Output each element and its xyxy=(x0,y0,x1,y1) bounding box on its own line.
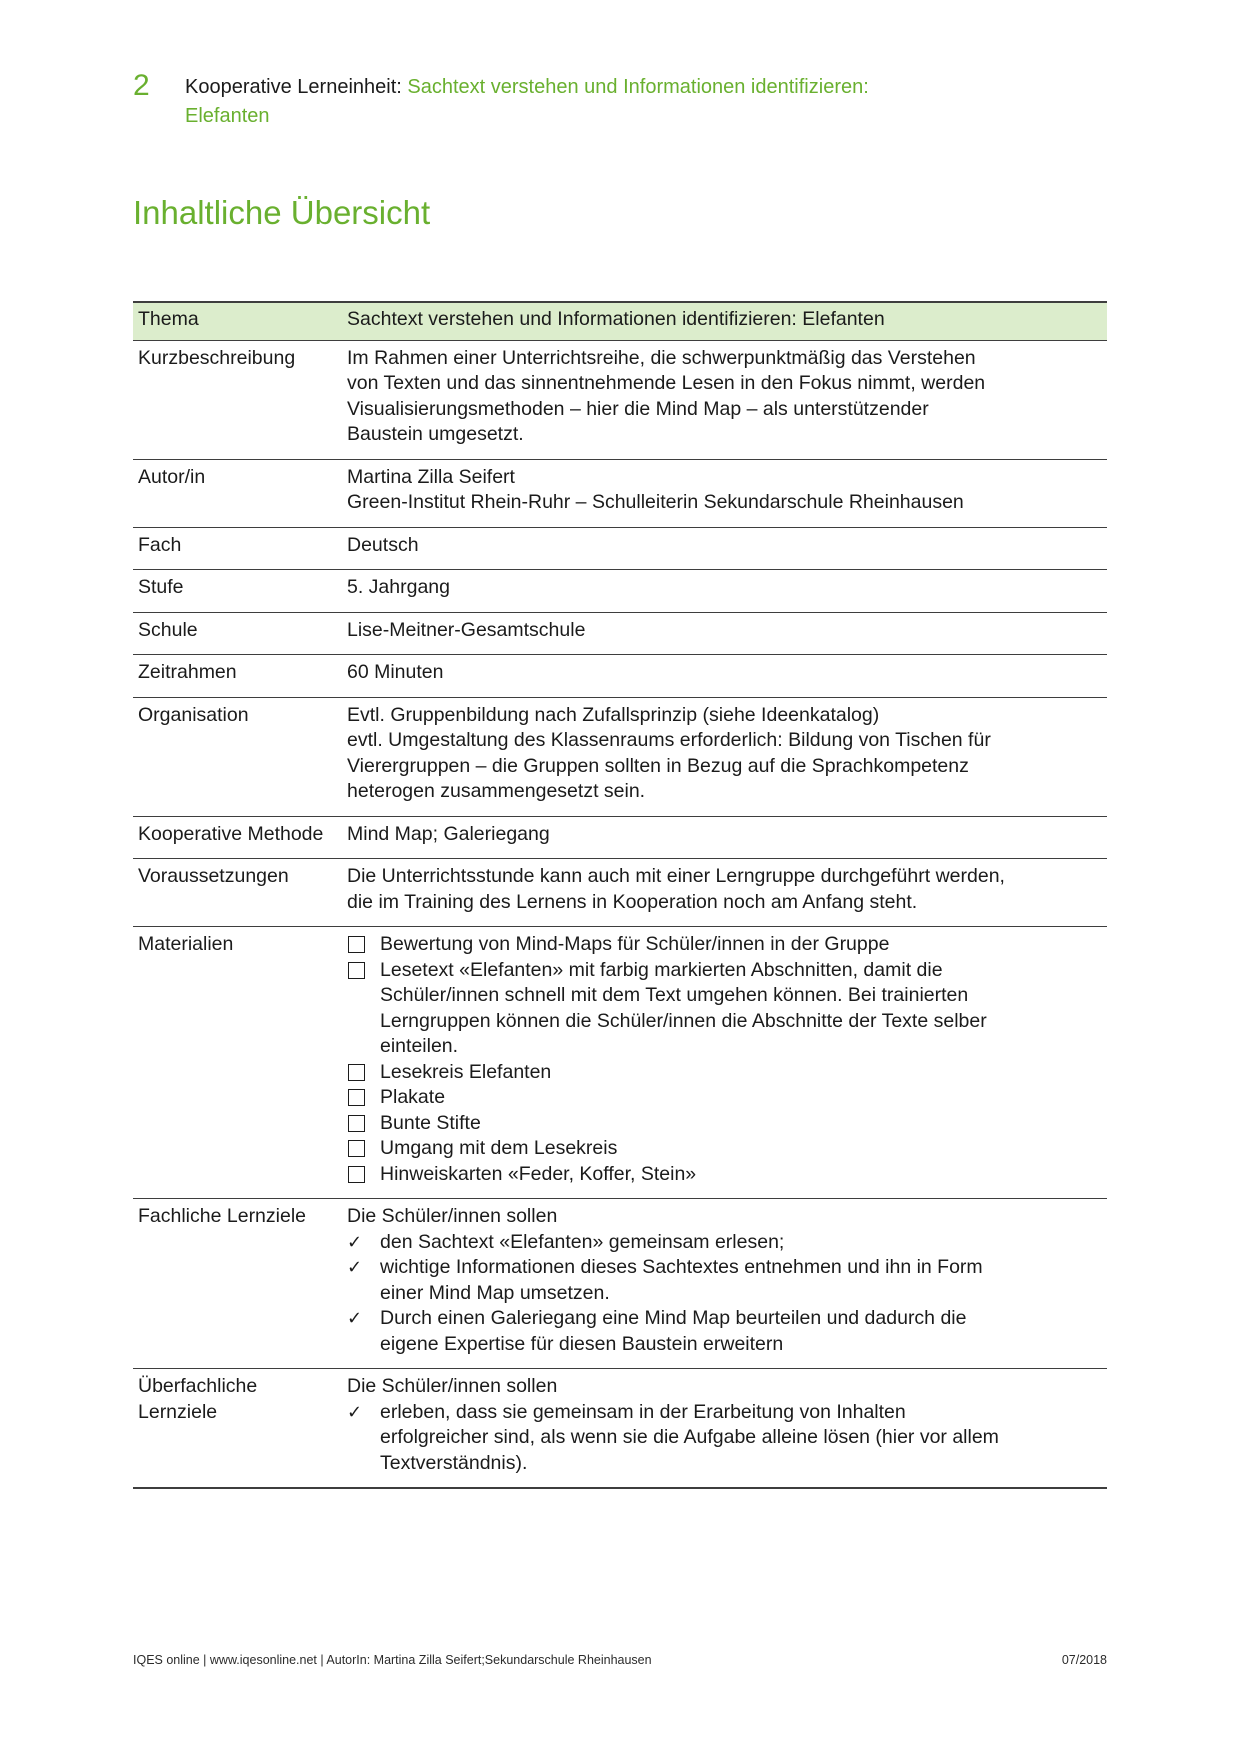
checkmark-icon: ✓ xyxy=(347,1231,363,1252)
page-header xyxy=(133,70,1107,131)
list-item xyxy=(347,1230,1007,1256)
footer-date: 07/2018 xyxy=(1061,1653,1107,1667)
page-content xyxy=(133,0,1107,1489)
materialien-item-text: Umgang mit dem Lesekreis xyxy=(380,1137,618,1159)
table-row-thema xyxy=(133,301,1107,340)
fachliche-item-text: Durch einen Galeriegang eine Mind Map beurteilen und dadurch die eigene Expertise für diesen Baustein erweitern xyxy=(380,1307,967,1355)
materialien-item-text: Bunte Stifte xyxy=(380,1111,481,1134)
ueberfachliche-item-text: erleben, dass sie gemeinsam in der Erarbeitung von Inhalten erfolgreicher sind, als wenn sie die Aufgabe alleine lösen (hier vor allem Textverständnis). xyxy=(380,1400,999,1474)
checkbox-icon xyxy=(348,1166,365,1183)
row-value-voraussetzungen xyxy=(347,864,1007,915)
row-value-materialien xyxy=(347,932,1007,1187)
table-row-fachliche-lernziele xyxy=(133,1198,1107,1368)
running-title xyxy=(185,73,869,131)
page-title: Inhaltliche Übersicht xyxy=(133,194,431,231)
row-value-fachliche-lernziele xyxy=(347,1204,1007,1357)
row-label-organisation: Organisation xyxy=(138,703,249,726)
table-row-autor xyxy=(133,459,1107,527)
organisation-line2: evtl. Umgestaltung des Klassenraums erforderlich: Bildung von Tischen für Vierergruppen – die Gruppen sollten in Bezug auf die Sprachkompetenz heterogen zusammengesetzt sein. xyxy=(347,729,991,802)
row-value-zeitrahmen: 60 Minuten xyxy=(347,661,444,683)
materialien-item-text: Lesekreis Elefanten xyxy=(380,1060,552,1083)
row-label-ueberfachliche-lernziele: Überfachliche Lernziele xyxy=(138,1375,258,1423)
table-row-zeitrahmen xyxy=(133,654,1107,697)
row-label-fach: Fach xyxy=(138,533,182,556)
footer-source-text: IQES online | www.iqesonline.net | AutorIn: Martina Zilla Seifert;Sekundarschule Rheinhausen xyxy=(133,1653,652,1667)
materialien-item-text: Lesetext «Elefanten» mit farbig markierten Abschnitten, damit die Schüler/innen schnell mit dem Text umgehen können. Bei trainierten Lerngruppen können die Schüler/innen die Abschnitte der Texte selber einteilen. xyxy=(380,958,987,1057)
checkbox-icon xyxy=(348,936,365,953)
row-label-materialien: Materialien xyxy=(138,933,234,955)
checkbox-icon xyxy=(348,1115,365,1132)
materialien-list xyxy=(347,932,1007,1187)
row-value-kurzbeschreibung xyxy=(347,346,1007,448)
list-item xyxy=(347,1306,1007,1357)
materialien-item-text: Bewertung von Mind-Maps für Schüler/innen in der Gruppe xyxy=(380,933,890,955)
ueberfachliche-intro: Die Schüler/innen sollen xyxy=(347,1375,558,1397)
row-label-fachliche-lernziele: Fachliche Lernziele xyxy=(138,1205,307,1227)
fachliche-item-text: wichtige Informationen dieses Sachtextes entnehmen und ihn in Form einer Mind Map umsetzen. xyxy=(380,1256,983,1304)
table-row-kurzbeschreibung xyxy=(133,340,1107,459)
list-item xyxy=(347,1060,1007,1086)
materialien-item-text: Hinweiskarten «Feder, Koffer, Stein» xyxy=(380,1162,697,1185)
overview-table xyxy=(133,301,1107,1489)
checkmark-icon: ✓ xyxy=(347,1308,363,1328)
checkbox-icon xyxy=(348,1140,365,1157)
list-item xyxy=(347,1136,1007,1162)
row-value-thema: Sachtext verstehen und Informationen identifizieren: Elefanten xyxy=(347,308,885,330)
ueberfachliche-list xyxy=(347,1400,1007,1477)
organisation-line1: Evtl. Gruppenbildung nach Zufallsprinzip (siehe Ideenkatalog) xyxy=(347,703,880,726)
list-item xyxy=(347,1111,1007,1137)
row-value-kooperative-methode: Mind Map; Galeriegang xyxy=(347,822,550,845)
table-row-fach xyxy=(133,527,1107,570)
row-value-schule: Lise-Meitner-Gesamtschule xyxy=(347,618,586,641)
checkbox-icon xyxy=(348,1064,365,1081)
row-value-stufe: 5. Jahrgang xyxy=(347,576,450,598)
checkmark-icon: ✓ xyxy=(347,1401,363,1422)
fachliche-item-text: den Sachtext «Elefanten» gemeinsam erlesen; xyxy=(380,1230,785,1253)
checkbox-icon xyxy=(348,962,365,979)
row-label-kurzbeschreibung: Kurzbeschreibung xyxy=(138,346,296,369)
voraussetzungen-text: Die Unterrichtsstunde kann auch mit einer Lerngruppe durchgeführt werden, die im Training des Lernens in Kooperation noch am Anfang steht. xyxy=(347,865,1005,913)
running-title-prefix: Kooperative Lerneinheit: xyxy=(185,76,402,98)
table-row-organisation xyxy=(133,697,1107,816)
list-item xyxy=(347,1255,1007,1306)
list-item xyxy=(347,1085,1007,1111)
kurzbeschreibung-text: Im Rahmen einer Unterrichtsreihe, die schwerpunktmäßig das Verstehen von Texten und das sinnentnehmende Lesen in den Fokus nimmt, werden Visualisierungsmethoden – hier die Mind Map – als unterstützender Baustein umgesetzt. xyxy=(347,346,986,445)
table-row-schule xyxy=(133,612,1107,655)
running-title-topic-line2: Elefanten xyxy=(185,105,270,127)
list-item xyxy=(347,932,1007,958)
page-footer xyxy=(133,1652,1107,1668)
row-value-ueberfachliche-lernziele xyxy=(347,1374,1007,1476)
row-label-autor: Autor/in xyxy=(138,465,206,488)
checkbox-icon xyxy=(348,1089,365,1106)
table-row-materialien xyxy=(133,926,1107,1198)
page-number: 2 xyxy=(133,69,150,102)
list-item xyxy=(347,958,1007,1060)
row-value-autor xyxy=(347,465,1007,516)
table-row-ueberfachliche-lernziele xyxy=(133,1368,1107,1487)
row-label-zeitrahmen: Zeitrahmen xyxy=(138,661,237,683)
row-label-voraussetzungen: Voraussetzungen xyxy=(138,865,289,887)
row-label-thema: Thema xyxy=(138,308,199,330)
row-label-kooperative-methode: Kooperative Methode xyxy=(138,822,324,845)
row-value-fach: Deutsch xyxy=(347,533,419,556)
materialien-item-text: Plakate xyxy=(380,1086,446,1108)
table-row-stufe xyxy=(133,569,1107,612)
autor-name: Martina Zilla Seifert xyxy=(347,465,515,488)
row-label-stufe: Stufe xyxy=(138,576,184,598)
list-item xyxy=(347,1162,1007,1188)
list-item xyxy=(347,1400,1007,1477)
row-value-organisation xyxy=(347,703,1007,805)
table-row-kooperative-methode xyxy=(133,816,1107,859)
fachliche-intro: Die Schüler/innen sollen xyxy=(347,1205,558,1227)
fachliche-list xyxy=(347,1230,1007,1358)
row-label-schule: Schule xyxy=(138,618,198,641)
checkmark-icon: ✓ xyxy=(347,1257,363,1277)
running-title-topic-line1: Sachtext verstehen und Informationen identifizieren: xyxy=(407,76,869,98)
table-row-voraussetzungen xyxy=(133,858,1107,926)
autor-institution: Green-Institut Rhein-Ruhr – Schulleiterin Sekundarschule Rheinhausen xyxy=(347,491,964,513)
